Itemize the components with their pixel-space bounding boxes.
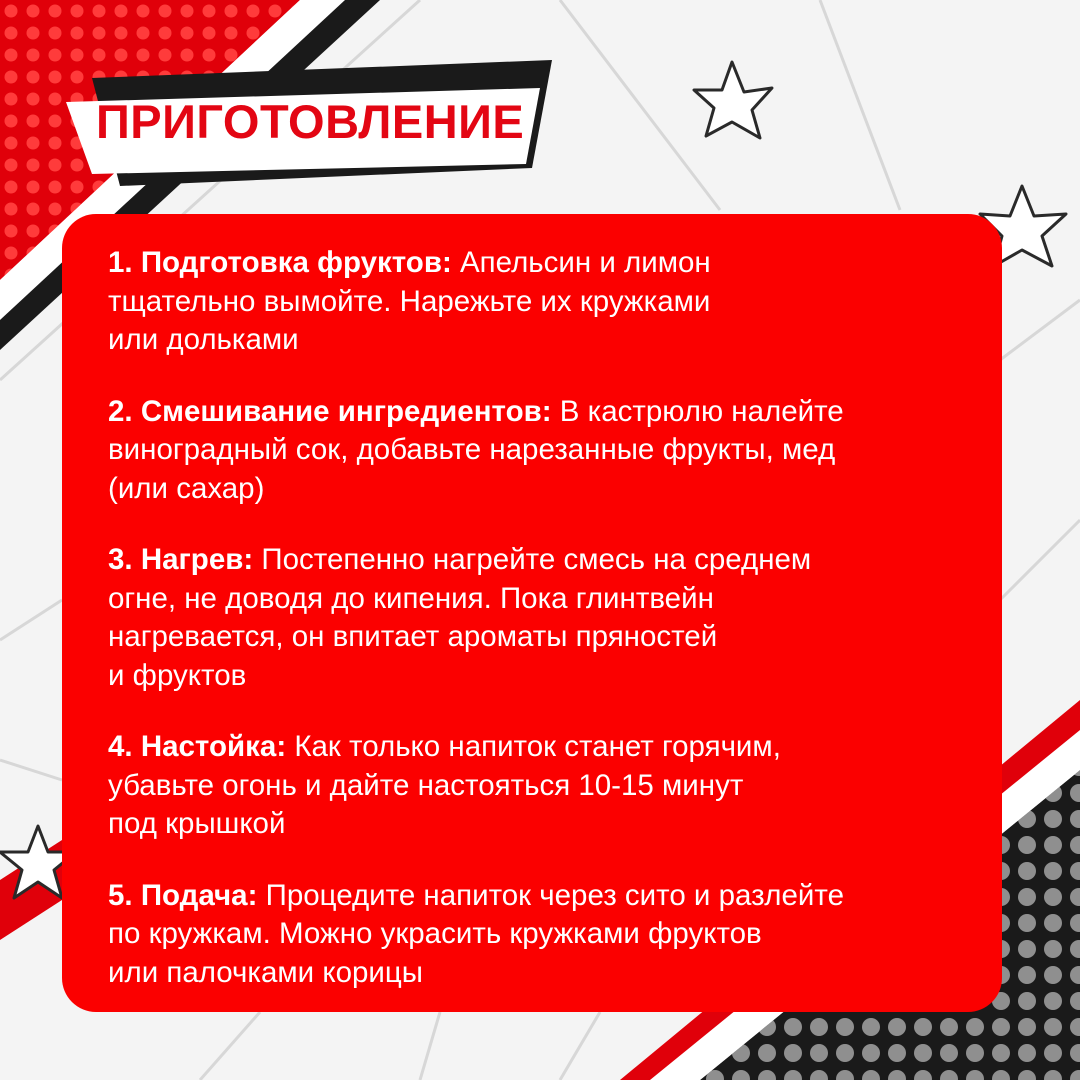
step-text: Постепенно нагрейте смесь на среднем <box>261 543 812 576</box>
step-heading: Подготовка фруктов: <box>140 246 452 279</box>
star-icon <box>694 62 772 138</box>
step-text: Как только напиток станет горячим, <box>294 730 781 763</box>
step-item <box>108 244 988 360</box>
step-text: под крышкой <box>108 807 286 840</box>
step-number: 4. <box>108 730 133 763</box>
step-item <box>108 877 988 993</box>
step-text: Процедите напиток через сито и разлейте <box>265 878 844 912</box>
step-item <box>108 393 988 509</box>
step-text: огне, не доводя до кипения. Пока глинтвейн <box>108 581 714 615</box>
step-number: 5. <box>108 878 133 912</box>
step-text: по кружкам. Можно украсить кружками фруктов <box>108 917 762 950</box>
step-text: Апельсин и лимон <box>460 246 711 279</box>
step-text: виноградный сок, добавьте нарезанные фрукты, мед <box>108 433 836 466</box>
step-heading: Нагрев: <box>140 543 254 576</box>
step-text: убавьте огонь и дайте настояться 10-15 минут <box>108 768 744 802</box>
step-number: 3. <box>108 543 133 576</box>
steps-list <box>108 244 988 1025</box>
step-text: или палочками корицы <box>108 955 423 989</box>
step-heading: Смешивание ингредиентов: <box>140 394 552 428</box>
step-heading: Подача: <box>140 878 258 912</box>
page-title: ПРИГОТОВЛЕНИЕ <box>96 95 525 148</box>
step-number: 1. <box>108 246 133 279</box>
step-text: и фруктов <box>108 658 247 692</box>
step-heading: Настойка: <box>140 730 287 763</box>
step-text: В кастрюлю налейте <box>559 394 844 428</box>
step-item <box>108 728 988 844</box>
step-text: нагревается, он впитает ароматы пряностей <box>108 620 718 653</box>
step-number: 2. <box>108 394 133 428</box>
step-text: (или сахар) <box>108 471 265 505</box>
step-text: тщательно вымойте. Нарежьте их кружками <box>108 284 711 318</box>
step-text: или дольками <box>108 323 299 356</box>
step-item <box>108 541 988 695</box>
